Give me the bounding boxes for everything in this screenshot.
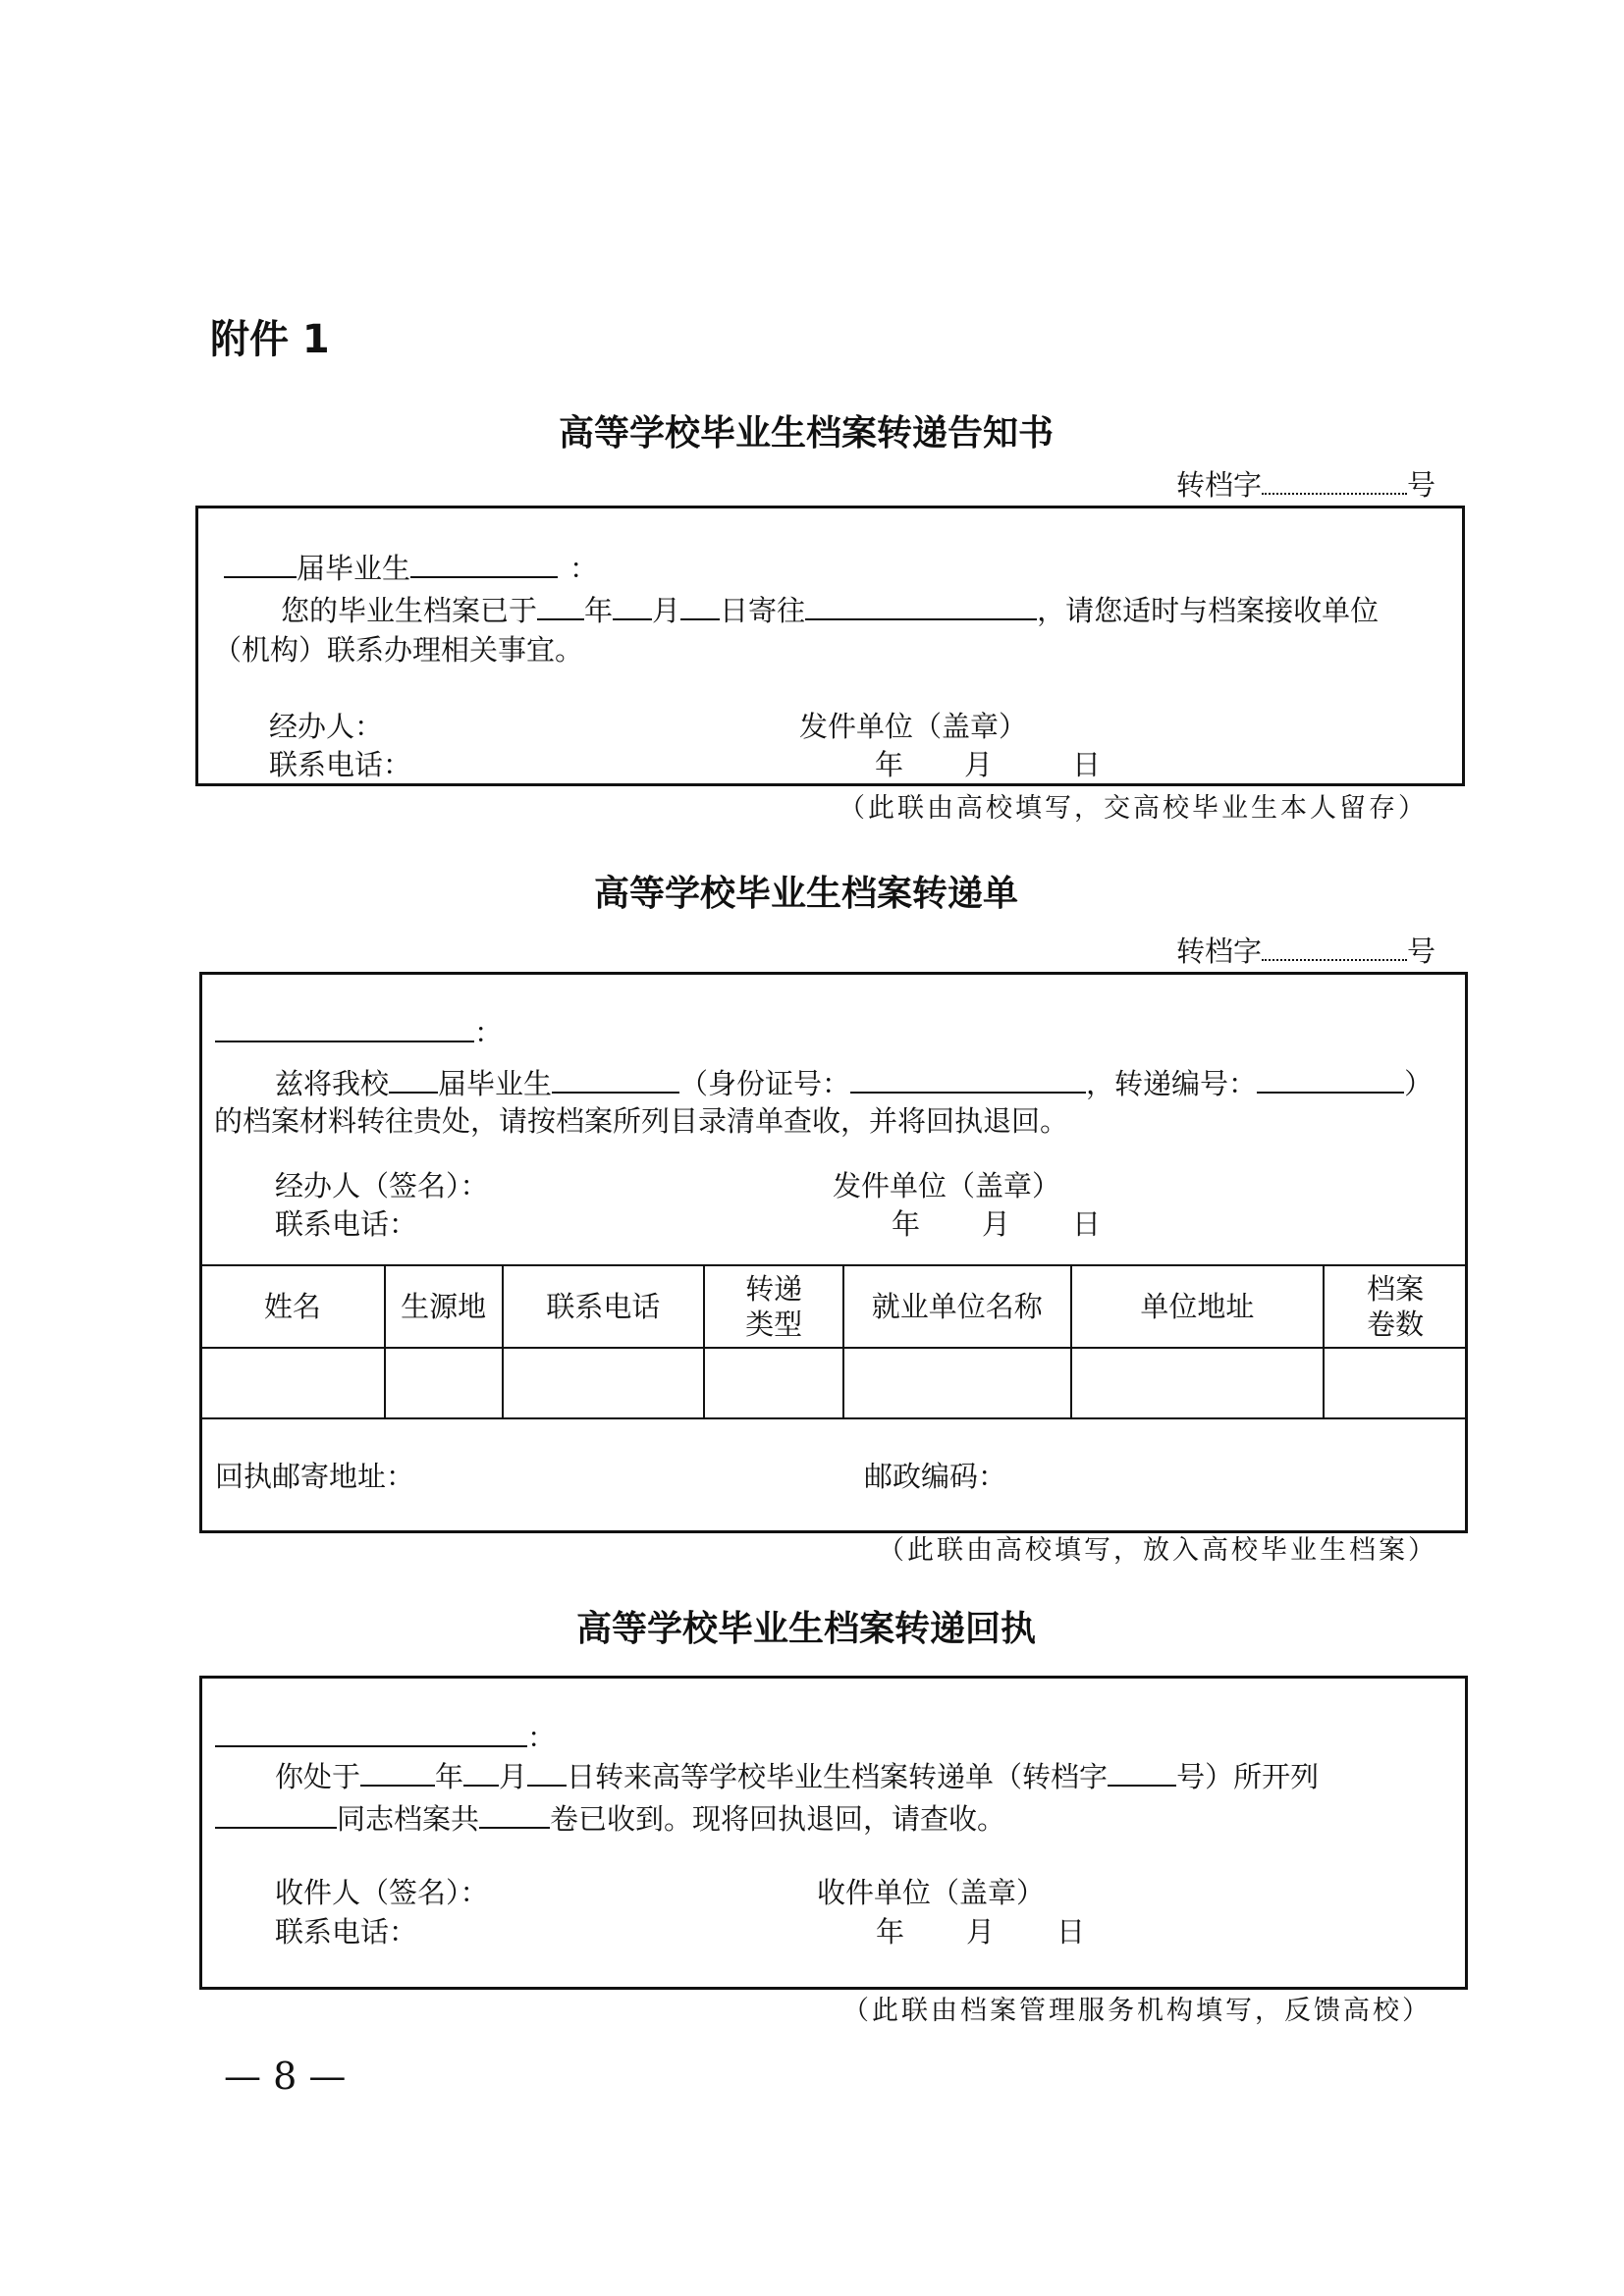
date-day: 日 <box>1072 748 1102 781</box>
transfer-form-title: 高等学校毕业生档案转递单 <box>593 874 1018 914</box>
send-month-field[interactable] <box>613 593 652 620</box>
cell-name[interactable] <box>200 1348 385 1418</box>
transfer-form-footnote: （此联由高校填写，放入高校毕业生档案） <box>878 1535 1437 1566</box>
date-month: 月 <box>964 748 994 781</box>
receipt-title: 高等学校毕业生档案转递回执 <box>575 1609 1036 1649</box>
date-month: 月 <box>966 1915 996 1949</box>
handler-label: 经办人： <box>269 710 384 743</box>
graduate-name-field[interactable] <box>215 1801 337 1829</box>
cell-origin[interactable] <box>385 1348 503 1418</box>
cell-phone[interactable] <box>503 1348 705 1418</box>
send-day-field[interactable] <box>680 593 720 620</box>
cell-employer[interactable] <box>843 1348 1071 1418</box>
page-number: — 8 — <box>224 2055 347 2098</box>
cell-employer-address[interactable] <box>1071 1348 1325 1418</box>
ref-number-2 <box>1176 934 1435 966</box>
date-year: 年 <box>875 748 904 781</box>
destination-field[interactable] <box>805 593 1037 620</box>
sender-unit-label: 发件单位（盖章） <box>799 710 1028 743</box>
received-year-field[interactable] <box>360 1759 435 1787</box>
receipt-footnote: （此联由档案管理服务机构填写，反馈高校） <box>842 1996 1432 2026</box>
received-day-field[interactable] <box>527 1759 567 1787</box>
date-year: 年 <box>876 1915 905 1949</box>
col-header-transfer-type: 转递 类型 <box>704 1265 843 1348</box>
table-header-row <box>200 1265 1467 1348</box>
notice-line-2: 您的毕业生档案已于 年 月 日寄往 ，请您适时与档案接收单位 <box>281 594 1380 627</box>
id-number-field[interactable] <box>850 1066 1086 1094</box>
transfer-number-field[interactable] <box>1257 1066 1404 1094</box>
ref-suffix: 号 <box>1407 468 1436 502</box>
ref-number-field[interactable] <box>1262 934 1407 961</box>
date-month: 月 <box>982 1207 1011 1241</box>
col-header-employer: 就业单位名称 <box>843 1265 1071 1348</box>
graduate-name-field[interactable] <box>410 551 558 578</box>
transfer-line-3: 的档案材料转往贵处，请按档案所列目录清单查收，并将回执退回。 <box>214 1104 1069 1138</box>
ref-prefix: 转档字 <box>1176 934 1263 968</box>
receipt-line-3: 同志档案共 卷已收到。现将回执退回，请查收。 <box>215 1801 1005 1834</box>
sender-unit-label: 发件单位（盖章） <box>833 1169 1061 1202</box>
notice-line-3: （机构）联系办理相关事宜。 <box>213 633 584 667</box>
volume-count-field[interactable] <box>479 1801 550 1829</box>
received-month-field[interactable] <box>463 1759 499 1787</box>
notice-footnote: （此联由高校填写，交高校毕业生本人留存） <box>839 793 1428 824</box>
transfer-line-2: 兹将我校 届毕业生 （身份证号： ，转递编号： ） <box>275 1067 1434 1100</box>
col-header-name: 姓名 <box>200 1265 385 1348</box>
cell-volumes[interactable] <box>1324 1348 1467 1418</box>
ref-suffix: 号 <box>1407 934 1436 968</box>
table-row <box>200 1348 1467 1418</box>
notice-line-1: 届毕业生 ： <box>224 551 598 583</box>
receipt-line-2: 你处于 年 月 日转来高等学校毕业生档案转递单（转档字 号）所开列 <box>275 1760 1320 1793</box>
notice-title: 高等学校毕业生档案转递告知书 <box>558 413 1054 454</box>
receipt-recipient-field[interactable] <box>215 1720 527 1747</box>
ref-number-field[interactable] <box>1108 1759 1176 1787</box>
col-header-origin: 生源地 <box>385 1265 503 1348</box>
ref-number-1 <box>1176 467 1435 500</box>
date-day: 日 <box>1072 1207 1102 1241</box>
handler-label: 经办人（签名）： <box>275 1169 489 1202</box>
attachment-label: 附件 1 <box>210 317 330 362</box>
return-address-label: 回执邮寄地址： <box>215 1460 415 1493</box>
ref-number-field[interactable] <box>1262 467 1407 495</box>
transfer-form-box <box>199 972 1468 1533</box>
date-day: 日 <box>1056 1915 1086 1949</box>
send-year-field[interactable] <box>537 593 584 620</box>
recipient-field[interactable] <box>215 1015 474 1042</box>
receiver-label: 收件人（签名）： <box>275 1876 489 1909</box>
col-header-employer-address: 单位地址 <box>1071 1265 1325 1348</box>
postal-code-label: 邮政编码： <box>864 1460 1007 1493</box>
col-header-phone: 联系电话 <box>503 1265 705 1348</box>
graduation-year-field[interactable] <box>224 551 297 578</box>
recipient-line: ： <box>215 1015 503 1047</box>
receiver-unit-label: 收件单位（盖章） <box>817 1876 1046 1909</box>
receipt-recipient-line: ： <box>215 1720 556 1752</box>
graduation-year-field[interactable] <box>389 1066 438 1094</box>
phone-label: 联系电话： <box>275 1915 418 1949</box>
graduate-name-field[interactable] <box>552 1066 679 1094</box>
date-year: 年 <box>892 1207 921 1241</box>
col-header-volumes: 档案 卷数 <box>1324 1265 1467 1348</box>
graduate-info-table <box>199 1264 1468 1419</box>
phone-label: 联系电话： <box>269 748 412 781</box>
phone-label: 联系电话： <box>275 1207 418 1241</box>
ref-prefix: 转档字 <box>1176 468 1263 502</box>
cell-transfer-type[interactable] <box>704 1348 843 1418</box>
